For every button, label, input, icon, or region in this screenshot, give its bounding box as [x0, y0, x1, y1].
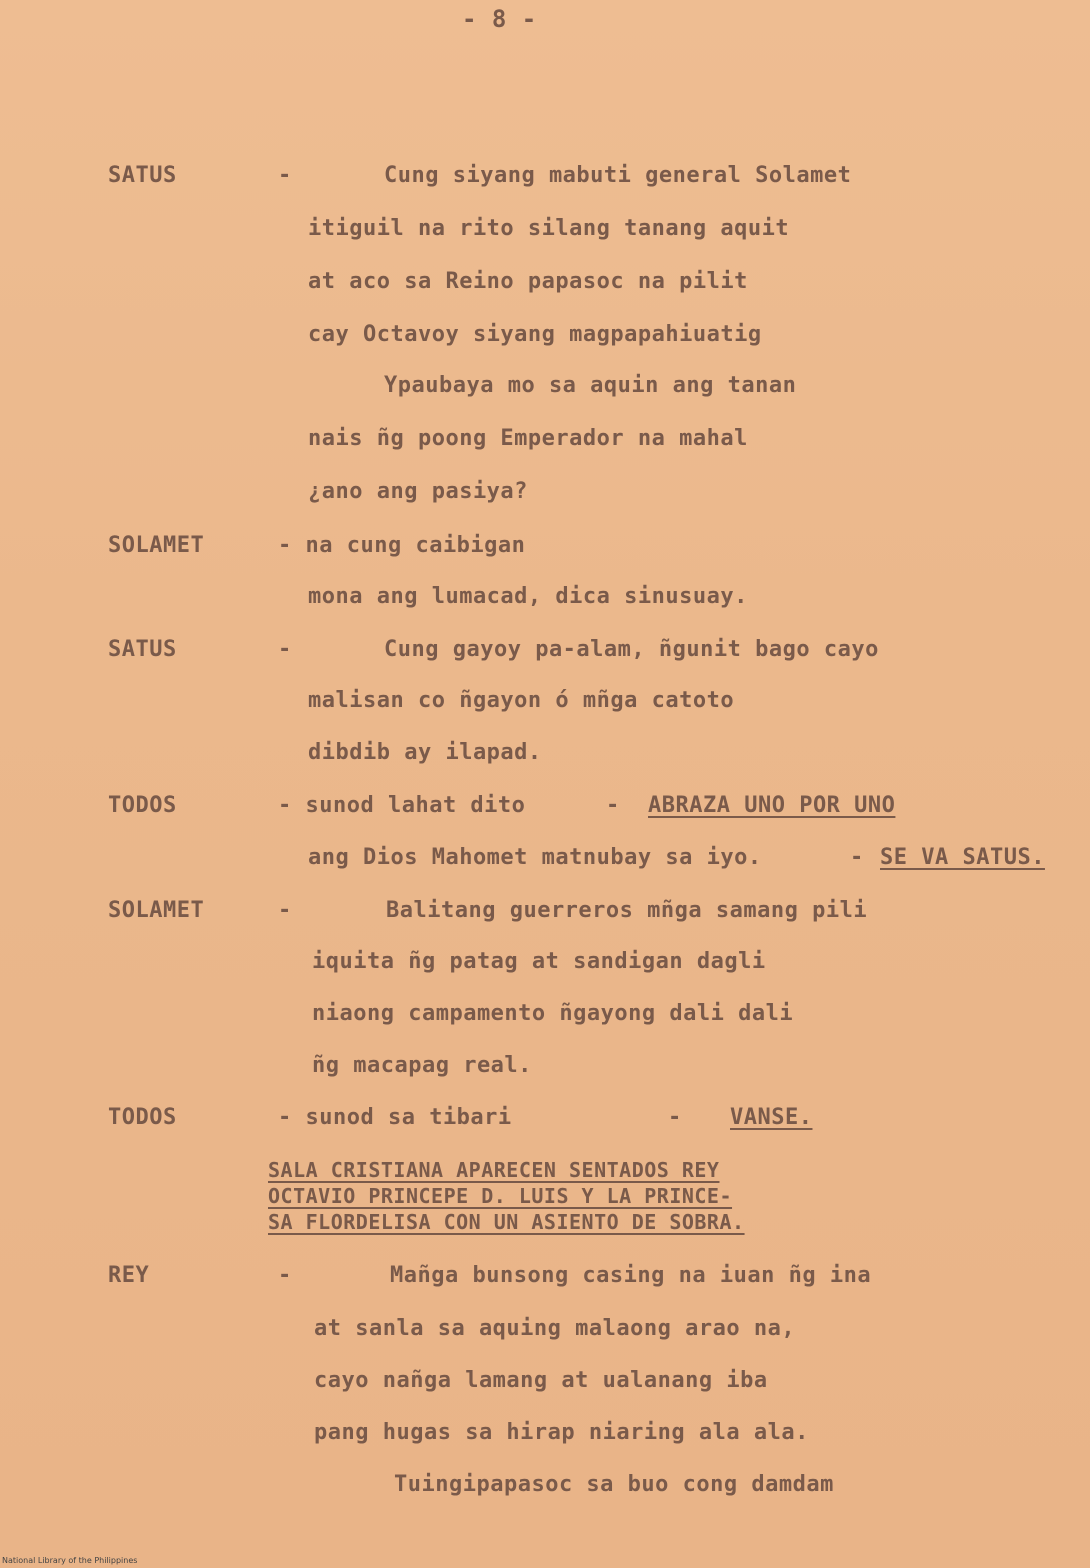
verse-line: nais ñg poong Emperador na mahal — [308, 426, 748, 451]
verse-line: niaong campamento ñgayong dali dali — [312, 1001, 794, 1026]
speaker-label: SOLAMET — [108, 533, 205, 558]
verse-line: Cung gayoy pa-alam, ñgunit bago cayo — [384, 637, 879, 662]
verse-line: mona ang lumacad, dica sinusuay. — [308, 584, 748, 609]
verse-line: Balitang guerreros mñga samang pili — [386, 898, 868, 923]
verse-line: ang Dios Mahomet matnubay sa iyo. — [308, 845, 762, 870]
direction-dash: - — [668, 1105, 682, 1130]
verse-line: pang hugas sa hirap niaring ala ala. — [314, 1420, 809, 1445]
page-number: - 8 - — [462, 5, 537, 33]
verse-line: cayo nañga lamang at ualanang iba — [314, 1368, 768, 1393]
speaker-label: REY — [108, 1263, 150, 1288]
speaker-dash: - — [278, 898, 292, 923]
verse-line: ñg macapag real. — [312, 1053, 532, 1078]
speaker-dash: - — [278, 637, 292, 662]
verse-line: itiguil na rito silang tanang aquit — [308, 216, 790, 241]
speaker-label: TODOS — [108, 1105, 177, 1130]
verse-line: ¿ano ang pasiya? — [308, 479, 528, 504]
verse-line: - sunod sa tibari — [278, 1105, 512, 1130]
verse-line: cay Octavoy siyang magpapahiuatig — [308, 322, 762, 347]
verse-line: - na cung caibigan — [278, 533, 526, 558]
verse-line: Cung siyang mabuti general Solamet — [384, 163, 852, 188]
verse-line: - sunod lahat dito — [278, 793, 526, 818]
verse-line: Ypaubaya mo sa aquin ang tanan — [384, 373, 797, 398]
stage-direction: VANSE. — [730, 1105, 813, 1130]
stage-direction: ABRAZA UNO POR UNO — [648, 793, 896, 818]
speaker-dash: - — [278, 163, 292, 188]
speaker-label: TODOS — [108, 793, 177, 818]
verse-line: Tuingipapasoc sa buo cong damdam — [394, 1472, 834, 1497]
verse-line: iquita ñg patag at sandigan dagli — [312, 949, 766, 974]
speaker-dash: - — [278, 1263, 292, 1288]
stage-direction-line: SA FLORDELISA CON UN ASIENTO DE SOBRA. — [268, 1210, 745, 1234]
direction-dash: - — [850, 845, 864, 870]
direction-dash: - — [606, 793, 620, 818]
footer-credit: National Library of the Philippines — [2, 1556, 138, 1565]
stage-direction: SE VA SATUS. — [880, 845, 1045, 870]
stage-direction-line: OCTAVIO PRINCEPE D. LUIS Y LA PRINCE- — [268, 1184, 733, 1208]
verse-line: dibdib ay ilapad. — [308, 740, 542, 765]
speaker-label: SATUS — [108, 637, 177, 662]
verse-line: at aco sa Reino papasoc na pilit — [308, 269, 748, 294]
stage-direction-line: SALA CRISTIANA APARECEN SENTADOS REY — [268, 1158, 720, 1182]
speaker-label: SOLAMET — [108, 898, 205, 923]
verse-line: at sanla sa aquing malaong arao na, — [314, 1316, 796, 1341]
speaker-label: SATUS — [108, 163, 177, 188]
verse-line: Mañga bunsong casing na iuan ñg ina — [390, 1263, 872, 1288]
verse-line: malisan co ñgayon ó mñga catoto — [308, 688, 735, 713]
